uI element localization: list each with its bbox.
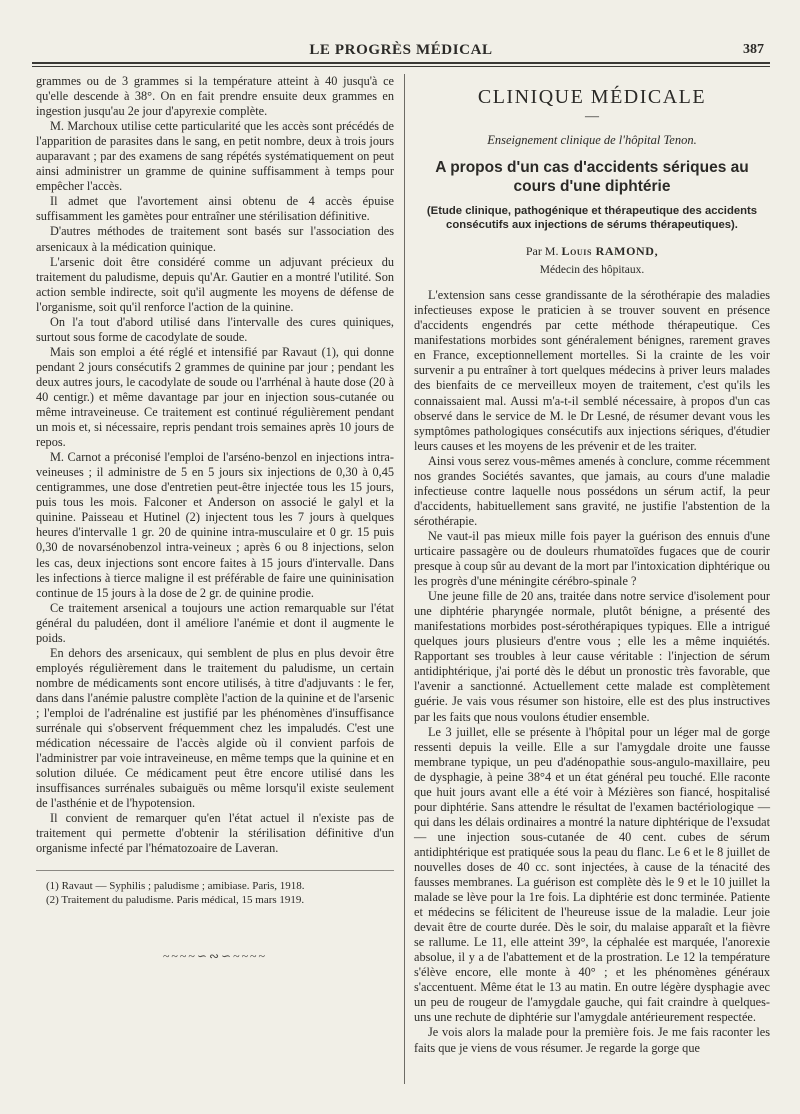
body-paragraph: Il admet que l'avortement ainsi obtenu de 4 accès épuise suffisamment les gamètes pour entraîner une stérilisation définitive. [36,194,394,224]
body-paragraph: M. Carnot a préconisé l'emploi de l'arséno-benzol en injections intra-veineuses ; il administre de 5 en 5 jours six injections de 0,30 à 0,45 centigrammes, une dose d'entretien peut-être injectée tous les 15 jours, puis tous les mois. Falconer et Anderson on associé le galyl et la quinine. Paisseau et Hutinel (2) injectent tous les 7 jours à quelques heures d'intervalle 1 gr. 20 de quinine intra-musculaire et 0 gr. 15 puis 0,30 de novarsénobenzol intra-veineux ; après 6 ou 8 injections, selon les cas, deux injections sont encore faites à 15 jours d'intervalle. Dans les infections à tierce maligne il est préférable de faire une quininisation continue de 15 jours à la dose de 2 gr. de quinine prodie. [36,450,394,600]
header-rule-thick [32,62,770,64]
page-number: 387 [743,42,764,57]
page-header [32,40,770,64]
body-paragraph: En dehors des arsenicaux, qui semblent de plus en plus devoir être employés régulièrement dans le traitement du paludisme, un certain nombre de médicaments sont encore utilisés, à titre d'adjuvants : le fer, dans dans l'anémie palustre complète l'action de la quinine et de l'arsenic ; l'emploi de l'adrénaline est justifié par les phénomènes d'insuffisance surrénale qui s'observent fréquemment chez les impaludés. C'est une médication nécessaire de l'accès algide où il convient parfois de l'administrer par voie intraveineuse, en même temps que la quinine et en solution diluée. Ce médicament peut être encore utilisé dans les insuffisances surrénales subaiguës ou même lorsqu'il existe seulement de l'asthénie et de l'hypotension. [36,645,395,811]
author-name: Louis RAMOND, [561,244,659,259]
body-paragraph: grammes ou de 3 grammes si la température atteint à 40 jusqu'à ce qu'elle descende à 38°. On en fait prendre ensuite deux grammes en ingestion jusqu'au 2e jour d'apyrexie complète. [36,74,394,119]
article-subheading: (Etude clinique, pathogénique et thérapeutique des accidents consécutifs aux injections de sérums thérapeutiques). [426,205,758,232]
article-title: A propos d'un cas d'accidents sériques au cours d'une diphtérie [435,159,749,196]
right-column [414,76,770,1056]
body-paragraph: Ainsi vous serez vous-mêmes amenés à conclure, comme récemment nos grandes Sociétés savantes, que jamais, au cours d'une maladie infectieuse contre laquelle nous possédons un sérum actif, la peur d'accidents, habituellement sans gravité, ne justifie l'abstention de la sérothérapie. [414,453,770,528]
body-paragraph: Mais son emploi a été réglé et intensifié par Ravaut (1), qui donne pendant 2 jours consécutifs 2 grammes de quinine par jour ; pendant les deux autres jours, le cacodylate de soude ou l'arrhénal à haute dose (20 à 40 centigr.) et même davantage par jour en injection sous-cutanée ou même intraveineuse. Ce traitement est continué régulièrement pendant un mois et, si nécessaire, repris pendant trois semaines après 10 jours de repos. [36,344,394,450]
body-paragraph: Ce traitement arsenical a toujours une action remarquable sur l'état général du paludéen, dont il améliore l'anémie et dont il augmente le poids. [36,600,394,645]
header-rule-thin [32,66,770,67]
journal-title: LE PROGRÈS MÉDICAL [309,42,493,58]
author-prefix: Par M. [525,244,559,259]
body-paragraph: On l'a tout d'abord utilisé dans l'intervalle des cures quiniques, surtout sous forme de cacodylate de soude. [36,314,394,344]
body-paragraph: Une jeune fille de 20 ans, traitée dans notre service d'isolement pour une diphtérie pharyngée normale, plutôt bénigne, a présenté des manifestations morbides post-sérothérapiques typiques. Elle a intrigué quelques jours plusieurs d'entre vous ; elle les a même inquiétés. Rapportant ses troubles à leur cause véritable : l'injection de sérum antidiphtérique, j'ai porté dès le début un pronostic très favorable, que l'avenir a sanctionné. Actuellement cette malade est complètement guérie. Je vais vous résumer son histoire, elle est des plus instructives par les faits que nous voulons étudier ensemble. [414,589,770,724]
footnote: (2) Traitement du paludisme. Paris médical, 15 mars 1919. [46,894,305,907]
author-line [414,244,770,259]
column-divider [404,74,405,1084]
body-paragraph: D'autres méthodes de traitement sont basés sur l'association des arsenicaux à la médication quinique. [36,224,394,254]
section-dash: — [585,109,599,125]
body-paragraph: L'arsenic doit être considéré comme un adjuvant précieux du traitement du paludisme, depuis qu'Ar. Gautier en a montré l'utilité. Son action semble indirecte, soit qu'il augmente les moyens de défense de l'organisme, soit qu'il renforce l'action de la quinine. [36,254,394,314]
footnotes [36,870,394,907]
author-role: Médecin des hôpitaux. [539,264,645,277]
footnote: (1) Ravaut — Syphilis ; paludisme ; amibiase. Paris, 1918. [46,880,305,893]
section-title: CLINIQUE MÉDICALE [477,86,707,108]
body-paragraph: Le 3 juillet, elle se présente à l'hôpital pour un léger mal de gorge ressenti depuis la veille. Elle a sur l'amygdale droite une fausse membrane typique, un peu d'adénopathie sous-angulo-maxillaire, peu de dysphagie, à peine 38°4 et un état général peu touché. Elle raconte que huit jours avant elle a été voir à Mézières son fiancé, hospitalisé pour diphtérie. Sans attendre le résultat de l'examen bactériologique — qui dans les délais ordinaires a montré la nature diphtérique de l'exsudat — une injection sous-cutanée de 40 cent. cubes de sérum antidiphtérique est pratiquée sous la peau du flanc. Le 6 et le 8 juillet de nouvelles doses de 40 cc. sont injectées, à cause de la ténacité des fausses membranes. La guérison est complète dès le 9 et le 10 juillet la malade se lève pour la 1re fois. La diphtérie est donc terminée. Patiente et médecins se félicitent de l'heureuse issue de la maladie. Leur joie devait être de courte durée. Dès le soir, du malaise apparaît et la fièvre se rallume. Le 11, elle atteint 39°, la céphalée est marquée, l'anorexie absolue, il y a de l'abattement et de la prostration. Le 12 la température s'élève encore, elle monte à 40° ; et les phénomènes généraux s'accentuent. Même état le 13 au matin. En outre légère dysphagie avec un peu de rougeur de l'amygdale gauche, qui fait craindre à quelques-uns une rechute de diphtérie sur l'amygdale antérieurement respectée. [414,724,770,1025]
body-paragraph: Il convient de remarquer qu'en l'état actuel il n'existe pas de traitement qui permette d'obtenir la stérilisation définitive d'un organisme infecté par l'hématozoaire de Laveran. [36,811,394,856]
body-paragraph: Je vois alors la malade pour la première fois. Je me fais raconter les faits que je viens de vous résumer. Je regarde la gorge que [414,1025,770,1055]
body-paragraph: Ne vaut-il pas mieux mille fois payer la guérison des ennuis d'une urticaire passagère ou de douleurs rhumatoïdes fugaces que de courir presque à coup sûr au devant de la mort par l'intoxication diphtérique ou les progrès d'une méningite cérébro-spinale ? [414,528,770,589]
body-paragraph: L'extension sans cesse grandissante de la sérothérapie des maladies infectieuses expose le praticien à se trouver souvent en présence d'accidents engendrés par cette méthode thérapeutique. Ces manifestations morbides sont généralement bénignes, rarement graves en France, exceptionnellement mortelles. Si la crainte de les voir survenir a pu entraîner à tort quelques médecins à priver leurs malades des bienfaits de ce merveilleux moyen de traitement, c'est qu'ils les connaissaient mal. Aussi m'a-t-il semblé nécessaire, à propos d'un cas observé dans le service de M. le Dr Lesné, de résumer devant vous les symptômes pathologiques consécutifs aux injections sériques, d'étudier leurs causes et les moyens de les prévenir et de les traiter. [414,288,770,453]
article-subtitle-italic: Enseignement clinique de l'hôpital Tenon. [487,133,697,148]
left-column [36,74,394,964]
body-paragraph: M. Marchoux utilise cette particularité que les accès sont précédés de l'apparition de parasites dans le sang, en petit nombre, deux à trois jours auparavant ; par des examens de sang répétés systématiquement on peut ainsi administrer un gramme de quinine suffisamment à temps pour empêcher l'accès. [36,119,394,194]
ornament-divider: ~~~~∽∾∽~~~~ [162,949,268,964]
